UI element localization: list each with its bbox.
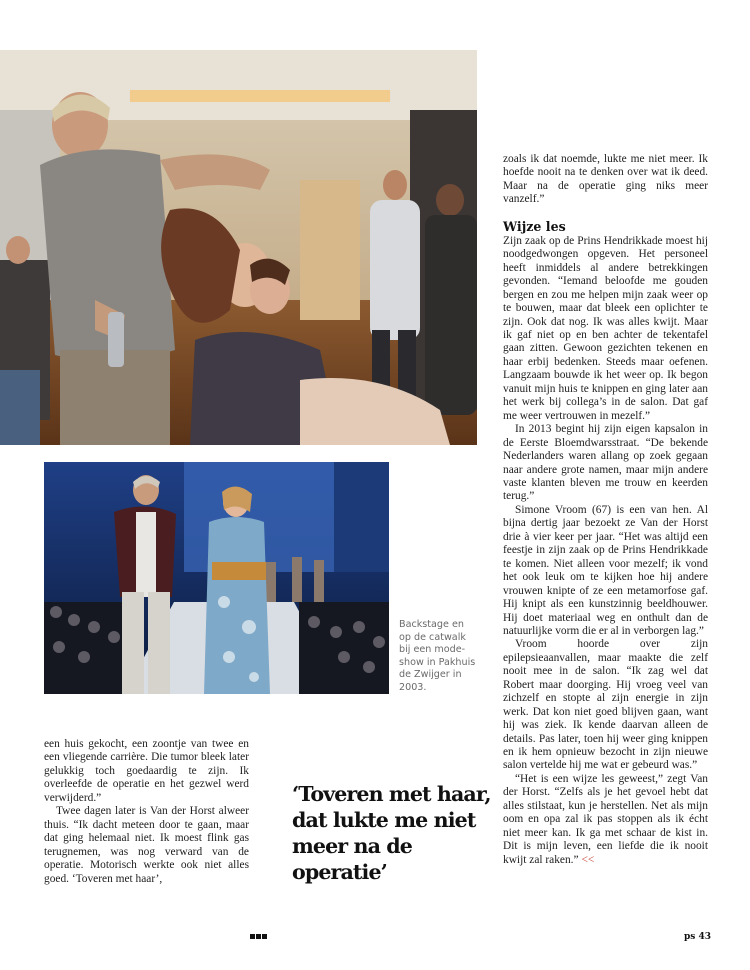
catwalk-photo-illustration (44, 462, 389, 694)
caption-line: de Zwijger in (399, 669, 462, 681)
article-paragraph-last (503, 773, 708, 867)
caption-line: bij een mode- (399, 644, 466, 656)
article-subheading: Wijze les (503, 218, 566, 234)
backstage-photo (0, 50, 477, 445)
caption-line: op de catwalk (399, 631, 466, 643)
article-paragraph: Zijn zaak op de Prins Hendrikkade moest hij noodgedwongen opgeven. Het personeel heeft inmiddels al andere betrekkingen gevonden. “Iemand beloofde me gouden bergen en zou me helpen mijn zaak weer op te bouwen, maar dat bleek een oplichter te zijn. Ook dat nog. Ik was alles kwijt. Maar ik gaf niet op en ben achter de tekentafel gaan zitten. Gewoon gezichten tekenen en haar erbij bedenken. Steeds maar oefenen. Langzaam bouwde ik het weer op. Ik begon vanuit mijn huis te knippen en ging later aan het werk bij collega’s in de salon. Dat gaf me weer vertrouwen in mezelf.” (503, 234, 708, 422)
article-paragraph: Twee dagen later is Van der Horst alweer thuis. “Ik dacht meteen door te gaan, maar dat ging helemaal niet. Ik moest flink gas terugnemen, was nog verward van de operatie. Motorisch werkte ook niet alles goed. ‘Toveren met haar’, (44, 805, 249, 885)
page-number: ps 43 (684, 932, 712, 942)
magazine-logo-icon (250, 934, 267, 939)
article-paragraph: Simone Vroom (67) is een van hen. Al bijna dertig jaar bezoekt ze Van der Horst drie à vier keer per jaar. “Het was altijd een feestje in zijn zaak op de Prins Hendrikkade te komen. Niet alleen voor mezelf; ik vond het ook leuk om te kijken hoe hij andere vrouwen knipte of ze een metamorfose gaf. Hij knipt als een kunstzinnig beeldhouwer. Hij doet materiaal weg en onthult dan de natuurlijke vorm die er al in verborgen lag.” (503, 503, 708, 637)
pull-quote: ‘Toveren met haar, dat lukte me niet meer na de operatie’ (292, 782, 491, 884)
article-paragraph-text: “Het is een wijze les geweest,” zegt Van der Horst. “Zelfs als je het gevoel hebt dat alles stilstaat, kun je herstellen. Net als mijn oom en opa zal ik pas stoppen als ik écht niet meer kan. Ik ga met schaar de kist in. Dit is mijn leven, een liefde die ik nooit kwijt zal raken.” (503, 772, 708, 866)
caption-line: show in Pakhuis (399, 656, 476, 668)
article-column-left (44, 738, 249, 886)
photo-caption (399, 619, 479, 695)
article-paragraph: zoals ik dat noemde, lukte me niet meer. Ik hoefde nooit na te denken over wat ik deed. Maar na de operatie ging niks meer vanzelf.” (503, 153, 708, 206)
article-paragraph: Vroom hoorde over zijn epilepsieaanvallen, maar maakte die zelf nooit mee in de salon. “Ik zag wel dat Robert maar doorging. Hij vroeg veel van zichzelf en stopte al zijn energie in zijn werk. Dat kon niet goed blijven gaan, want hij was ziek. Ik kende daarvan alleen de details. Pas later, toen hij weer ging knippen en ik hem opnieuw bezocht in zijn nieuwe salon vertelde hij me wat er gebeurd was.” (503, 638, 708, 772)
article-paragraph: een huis gekocht, een zoontje van twee en een vliegende carrière. Die tumor bleek later gelukkig toch goedaardig te zijn. Ik overleefde de operatie en het gezwel werd verwijderd.” (44, 738, 249, 804)
caption-line: Backstage en (399, 619, 464, 630)
end-of-article-mark: << (581, 853, 595, 866)
article-column-right (503, 153, 708, 867)
catwalk-photo (44, 462, 389, 694)
caption-line: 2003. (399, 681, 427, 693)
backstage-photo-illustration (0, 50, 477, 445)
article-paragraph: In 2013 begint hij zijn eigen kapsalon in de Eerste Bloemdwarsstraat. “De bekende Nederlanders waren allang op zoek gegaan naar andere grote namen, maar mijn andere vaste klanten bleven me trouw en keerden terug.” (503, 423, 708, 503)
